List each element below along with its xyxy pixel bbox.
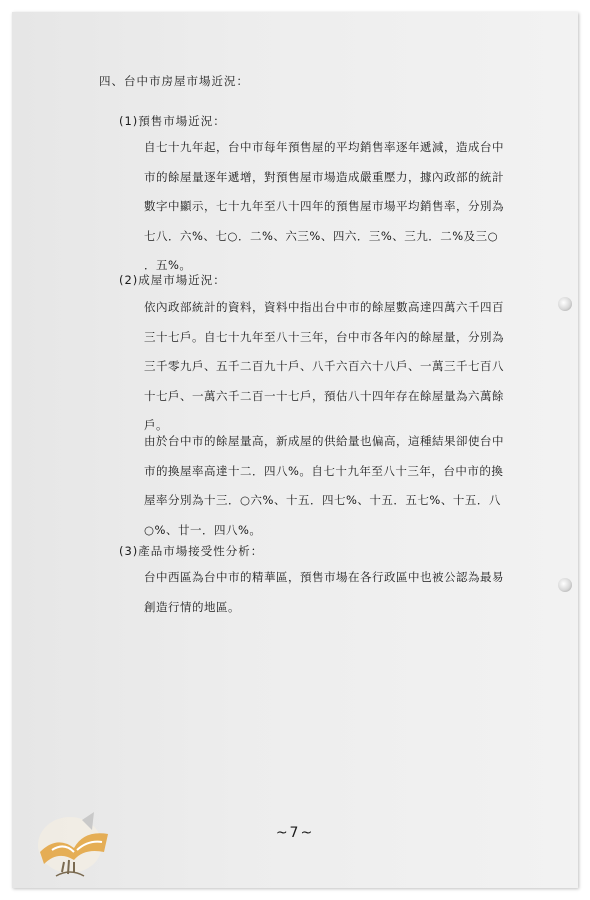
text-line: 屋率分別為十三．○六%、十五．四七%、十五．五七%、十五．八 xyxy=(144,493,501,507)
text-line: ○%、廿一．四八%。 xyxy=(144,522,262,537)
page-content xyxy=(12,12,578,888)
text-line: 市的餘屋量逐年遞增，對預售屋市場造成嚴重壓力，據內政部的統計 xyxy=(144,169,504,184)
binder-hole-icon xyxy=(558,297,572,311)
text-line: 數字中顯示，七十九年至八十四年的預售屋市場平均銷售率，分別為 xyxy=(144,199,504,213)
text-line: 依內政部統計的資料，資料中指出台中市的餘屋數高達四萬六千四百 xyxy=(144,300,504,314)
paragraph-completed-2 xyxy=(144,427,562,545)
text-line: ．五%。 xyxy=(144,258,192,272)
text-line: 三千零九戶、五千二百九十戶、八千六百六十八戶、一萬三千七百八 xyxy=(144,359,504,373)
library-logo-icon xyxy=(22,790,122,890)
subsection-title-presale: (1)預售市場近況： xyxy=(119,114,226,128)
text-line: 創造行情的地區。 xyxy=(144,599,240,614)
document-page xyxy=(12,12,578,888)
text-line: 由於台中市的餘屋量高，新成屋的供給量也偏高，這種結果卻使台中 xyxy=(144,434,504,448)
text-line: 台中西區為台中市的精華區，預售市場在各行政區中也被公認為最易 xyxy=(144,570,504,584)
text-line: 三十七戶。自七十九年至八十三年，台中市各年內的餘屋量，分別為 xyxy=(144,329,504,344)
binder-hole-icon xyxy=(558,578,572,592)
paragraph-completed-1 xyxy=(144,293,562,441)
paragraph-acceptance xyxy=(144,563,562,622)
text-line: 市的換屋率高達十二．四八%。自七十九年至八十三年，台中市的換 xyxy=(144,463,504,478)
subsection-title-completed: (2)成屋市場近況： xyxy=(119,273,226,287)
text-line: 自七十九年起，台中市每年預售屋的平均銷售率逐年遞減，造成台中 xyxy=(144,140,504,154)
paragraph-presale xyxy=(144,133,562,281)
subsection-title-acceptance: (3)產品市場接受性分析： xyxy=(119,544,264,558)
section-heading: 四、台中市房屋市場近況： xyxy=(99,74,249,88)
text-line: 十七戶、一萬六千二百一十七戶，預估八十四年存在餘屋量為六萬餘 xyxy=(144,388,504,403)
page-number: ~7~ xyxy=(275,825,315,841)
text-line: 七八．六%、七○．二%、六三%、四六．三%、三九．二%及三○ xyxy=(144,228,499,243)
text-line: 戶。 xyxy=(144,418,168,432)
